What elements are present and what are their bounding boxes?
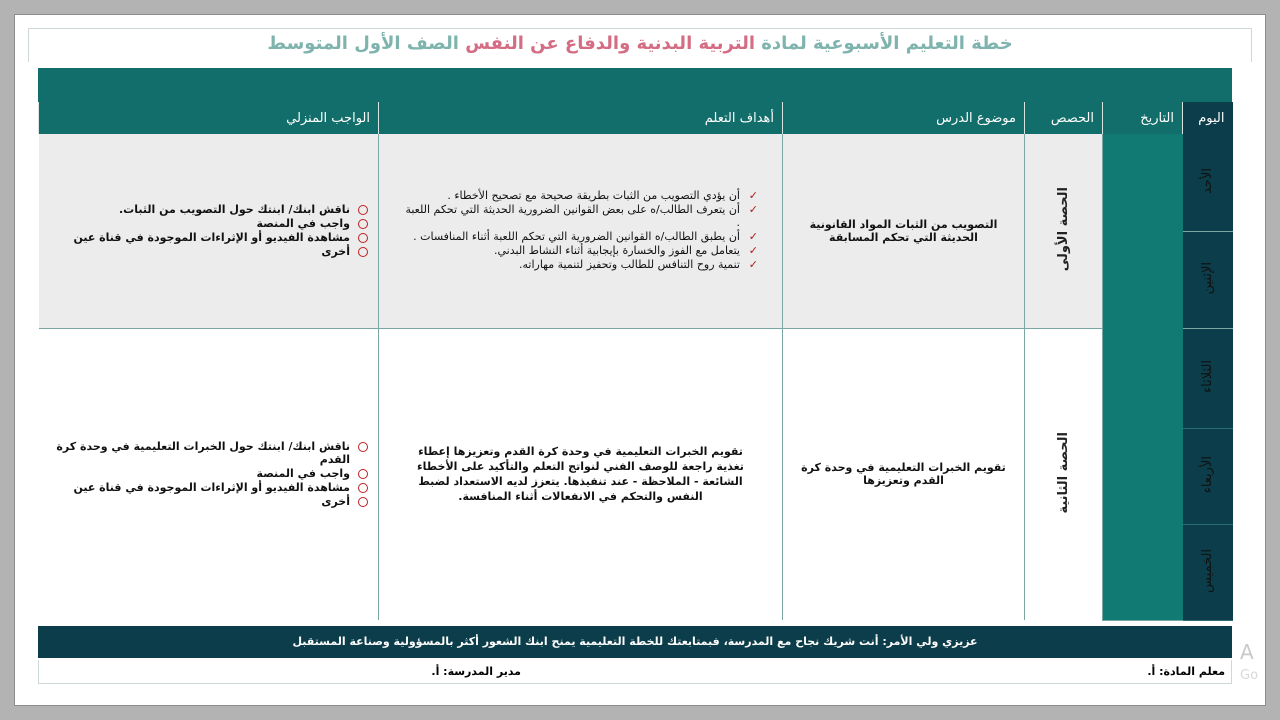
list-item: ✓ يتعامل مع الفوز والخسارة بإيجابية أثناء النشاط البدني. (494, 244, 758, 258)
weekly-plan-table (38, 102, 1233, 621)
circle-bullet-icon (358, 233, 368, 243)
header-goals: أهداف التعلم (379, 102, 783, 134)
date-column (1103, 134, 1183, 620)
circle-bullet-icon (358, 497, 368, 507)
session-1-homework (39, 134, 379, 328)
list-item: مشاهدة الفيديو أو الإثراءات الموجودة في قناة عين (49, 231, 369, 244)
circle-bullet-icon (358, 469, 368, 479)
circle-bullet-icon (358, 205, 368, 215)
list-item: واجب في المنصة (49, 467, 369, 480)
table-row (39, 134, 1233, 231)
list-item: ناقش ابنك/ ابنتك حول الخبرات التعليمية في وحدة كرة القدم (49, 440, 369, 466)
header-sessions: الحصص (1025, 102, 1103, 134)
day-cell-wednesday: الأربعاء (1183, 428, 1233, 524)
watermark-text-2: Go (1240, 668, 1259, 683)
parent-message: عزيزي ولي الأمر: أنت شريك نجاح مع المدرسة، فبمتابعتك للخطة التعليمية يمنح ابنك الشعور أكثر بالمسؤولية وصناعة المستقبل (38, 626, 1232, 658)
teacher-signature: معلم المادة: أ. (1147, 665, 1225, 678)
table-header-row (39, 102, 1233, 134)
header-topic: موضوع الدرس (783, 102, 1025, 134)
list-item: ✓ تنمية روح التنافس للطالب وتحفيز لتنمية مهاراته. (519, 258, 758, 272)
circle-bullet-icon (358, 483, 368, 493)
day-cell-tuesday: الثلاثاء (1183, 328, 1233, 428)
session-2-label: الحصة الثانية (1025, 328, 1103, 620)
header-day: اليوم (1183, 102, 1233, 134)
header-date: التاريخ (1103, 102, 1183, 134)
session-2-homework (39, 328, 379, 620)
checkmark-icon: ✓ (748, 244, 758, 258)
header-band (38, 68, 1232, 102)
circle-bullet-icon (358, 247, 368, 257)
list-item: ✓ أن يؤدي التصويب من الثبات بطريقة صحيحة مع تصحيح الأخطاء . (447, 189, 758, 203)
principal-signature: مدير المدرسة: أ. (431, 665, 521, 678)
list-item: أخرى (49, 495, 369, 508)
day-cell-monday: الإثنين (1183, 231, 1233, 328)
list-item: ✓ أن يتعرف الطالب/ه على بعض القوانين الضرورية الحديثة التي تحكم اللعبة . (405, 203, 758, 230)
list-item: ناقش ابنك/ ابنتك حول التصويب من الثبات. (49, 203, 369, 216)
header-homework: الواجب المنزلي (39, 102, 379, 134)
title-part-1: خطة التعليم الأسبوعية لمادة (755, 33, 1013, 54)
list-item: واجب في المنصة (49, 217, 369, 230)
day-cell-sunday: الأحد (1183, 134, 1233, 231)
checkmark-icon: ✓ (748, 230, 758, 244)
signature-row (38, 660, 1232, 684)
title-part-3: الصف الأول المتوسط (267, 33, 466, 54)
list-item: مشاهدة الفيديو أو الإثراءات الموجودة في قناة عين (49, 481, 369, 494)
day-cell-thursday: الخميس (1183, 524, 1233, 620)
session-2-goals: تقويم الخبرات التعليمية في وحدة كرة القدم وتعزيزها إعطاء تغذية راجعة للوصف الفني لنواتج التعلم والتأكيد على الأخطاء الشائعة - الملاحظة - عند تنفيذها. يتعزز لديه الاستعداد لضبط النفس والتحكم في الانفعالات أثناء المنافسة. (379, 328, 783, 620)
circle-bullet-icon (358, 219, 368, 229)
table-row (39, 328, 1233, 428)
checkmark-icon: ✓ (748, 189, 758, 203)
page-title (28, 28, 1252, 62)
session-1-label: الحصة الأولى (1025, 134, 1103, 328)
title-subject: التربية البدنية والدفاع عن النفس (465, 33, 756, 54)
circle-bullet-icon (358, 442, 368, 452)
checkmark-icon: ✓ (748, 258, 758, 272)
watermark-text: A (1240, 640, 1254, 664)
session-2-topic: تقويم الخبرات التعليمية في وحدة كرة القدم وتعزيزها (783, 328, 1025, 620)
session-1-topic: التصويب من الثبات المواد القانونية الحديثة التي تحكم المسابقة (783, 134, 1025, 328)
list-item: ✓ أن يطبق الطالب/ه القوانين الضرورية التي تحكم اللعبة أثناء المنافسات . (413, 230, 758, 244)
list-item: أخرى (49, 245, 369, 258)
session-1-goals (379, 134, 783, 328)
checkmark-icon: ✓ (748, 203, 758, 217)
